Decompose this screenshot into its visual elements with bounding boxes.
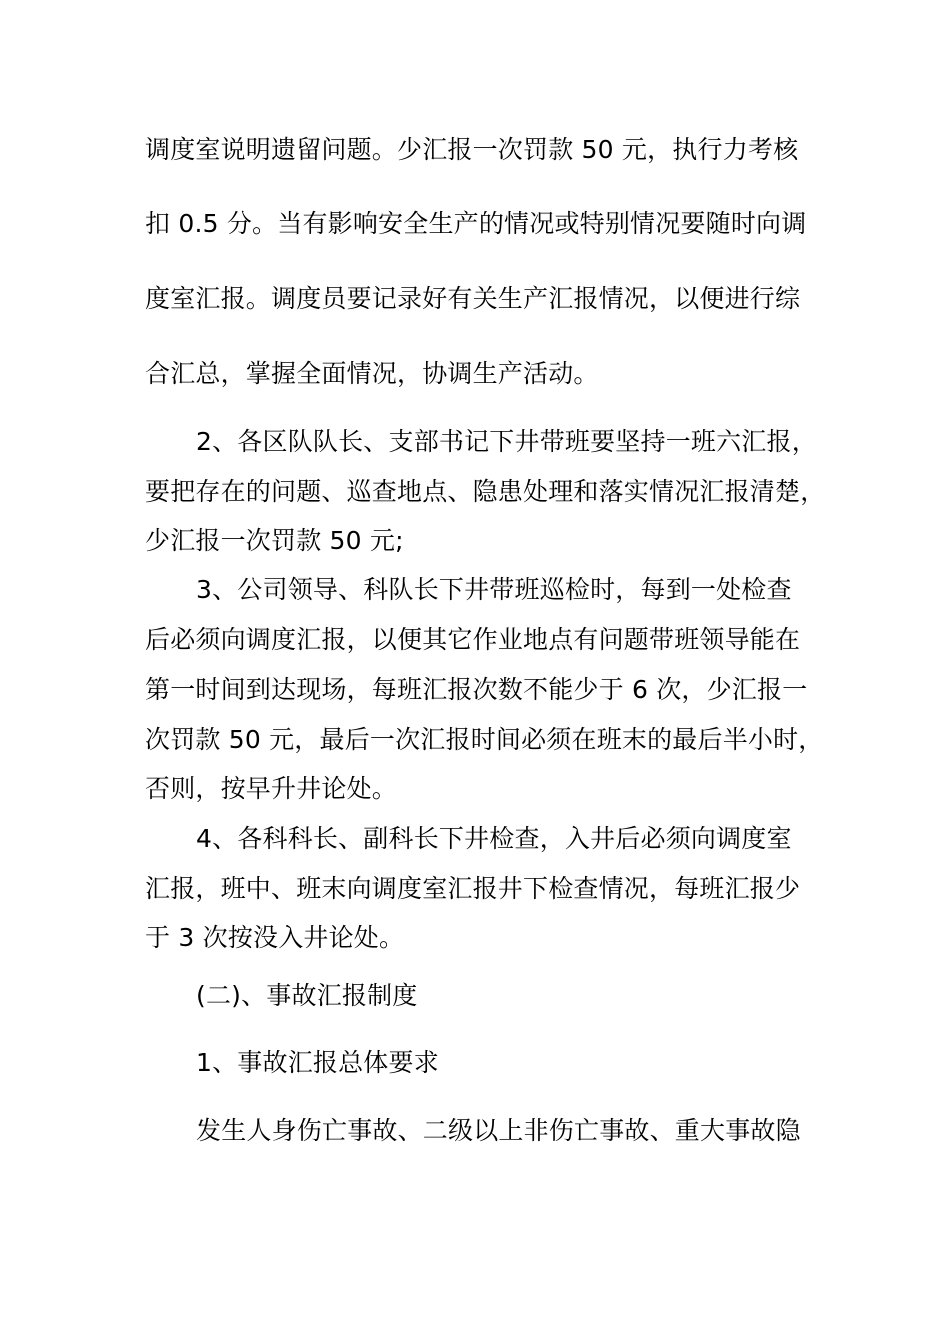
- list-item-4-line: 汇报，班中、班末向调度室汇报井下检查情况，每班汇报少: [145, 874, 801, 903]
- list-item-2-line: 2、各区队队长、支部书记下井带班要坚持一班六汇报，: [196, 427, 817, 456]
- list-item-3-line: 3、公司领导、科队长下井带班巡检时，每到一处检查: [196, 575, 792, 604]
- paragraph-line: 扣 0.5 分。当有影响安全生产的情况或特别情况要随时向调: [145, 209, 807, 238]
- list-item-3-line: 否则，按早升井论处。: [145, 774, 398, 803]
- paragraph-line: 合汇总，掌握全面情况，协调生产活动。: [145, 359, 599, 388]
- paragraph-line: 发生人身伤亡事故、二级以上非伤亡事故、重大事故隐: [196, 1116, 801, 1145]
- subsection-heading: 1、事故汇报总体要求: [196, 1048, 439, 1077]
- list-item-3-line: 次罚款 50 元，最后一次汇报时间必须在班末的最后半小时，: [145, 725, 824, 754]
- list-item-2-line: 少汇报一次罚款 50 元;: [145, 526, 404, 555]
- list-item-4-line: 4、各科科长、副科长下井检查，入井后必须向调度室: [196, 824, 792, 853]
- section-heading: (二)、事故汇报制度: [196, 981, 418, 1010]
- list-item-3-line: 第一时间到达现场，每班汇报次数不能少于 6 次，少汇报一: [145, 675, 808, 704]
- list-item-2-line: 要把存在的问题、巡查地点、隐患处理和落实情况汇报清楚，: [145, 477, 826, 506]
- list-item-4-line: 于 3 次按没入井论处。: [145, 923, 405, 952]
- paragraph-line: 调度室说明遗留问题。少汇报一次罚款 50 元，执行力考核: [145, 135, 799, 164]
- list-item-3-line: 后必须向调度汇报，以便其它作业地点有问题带班领导能在: [145, 625, 801, 654]
- paragraph-line: 度室汇报。调度员要记录好有关生产汇报情况，以便进行综: [145, 284, 801, 313]
